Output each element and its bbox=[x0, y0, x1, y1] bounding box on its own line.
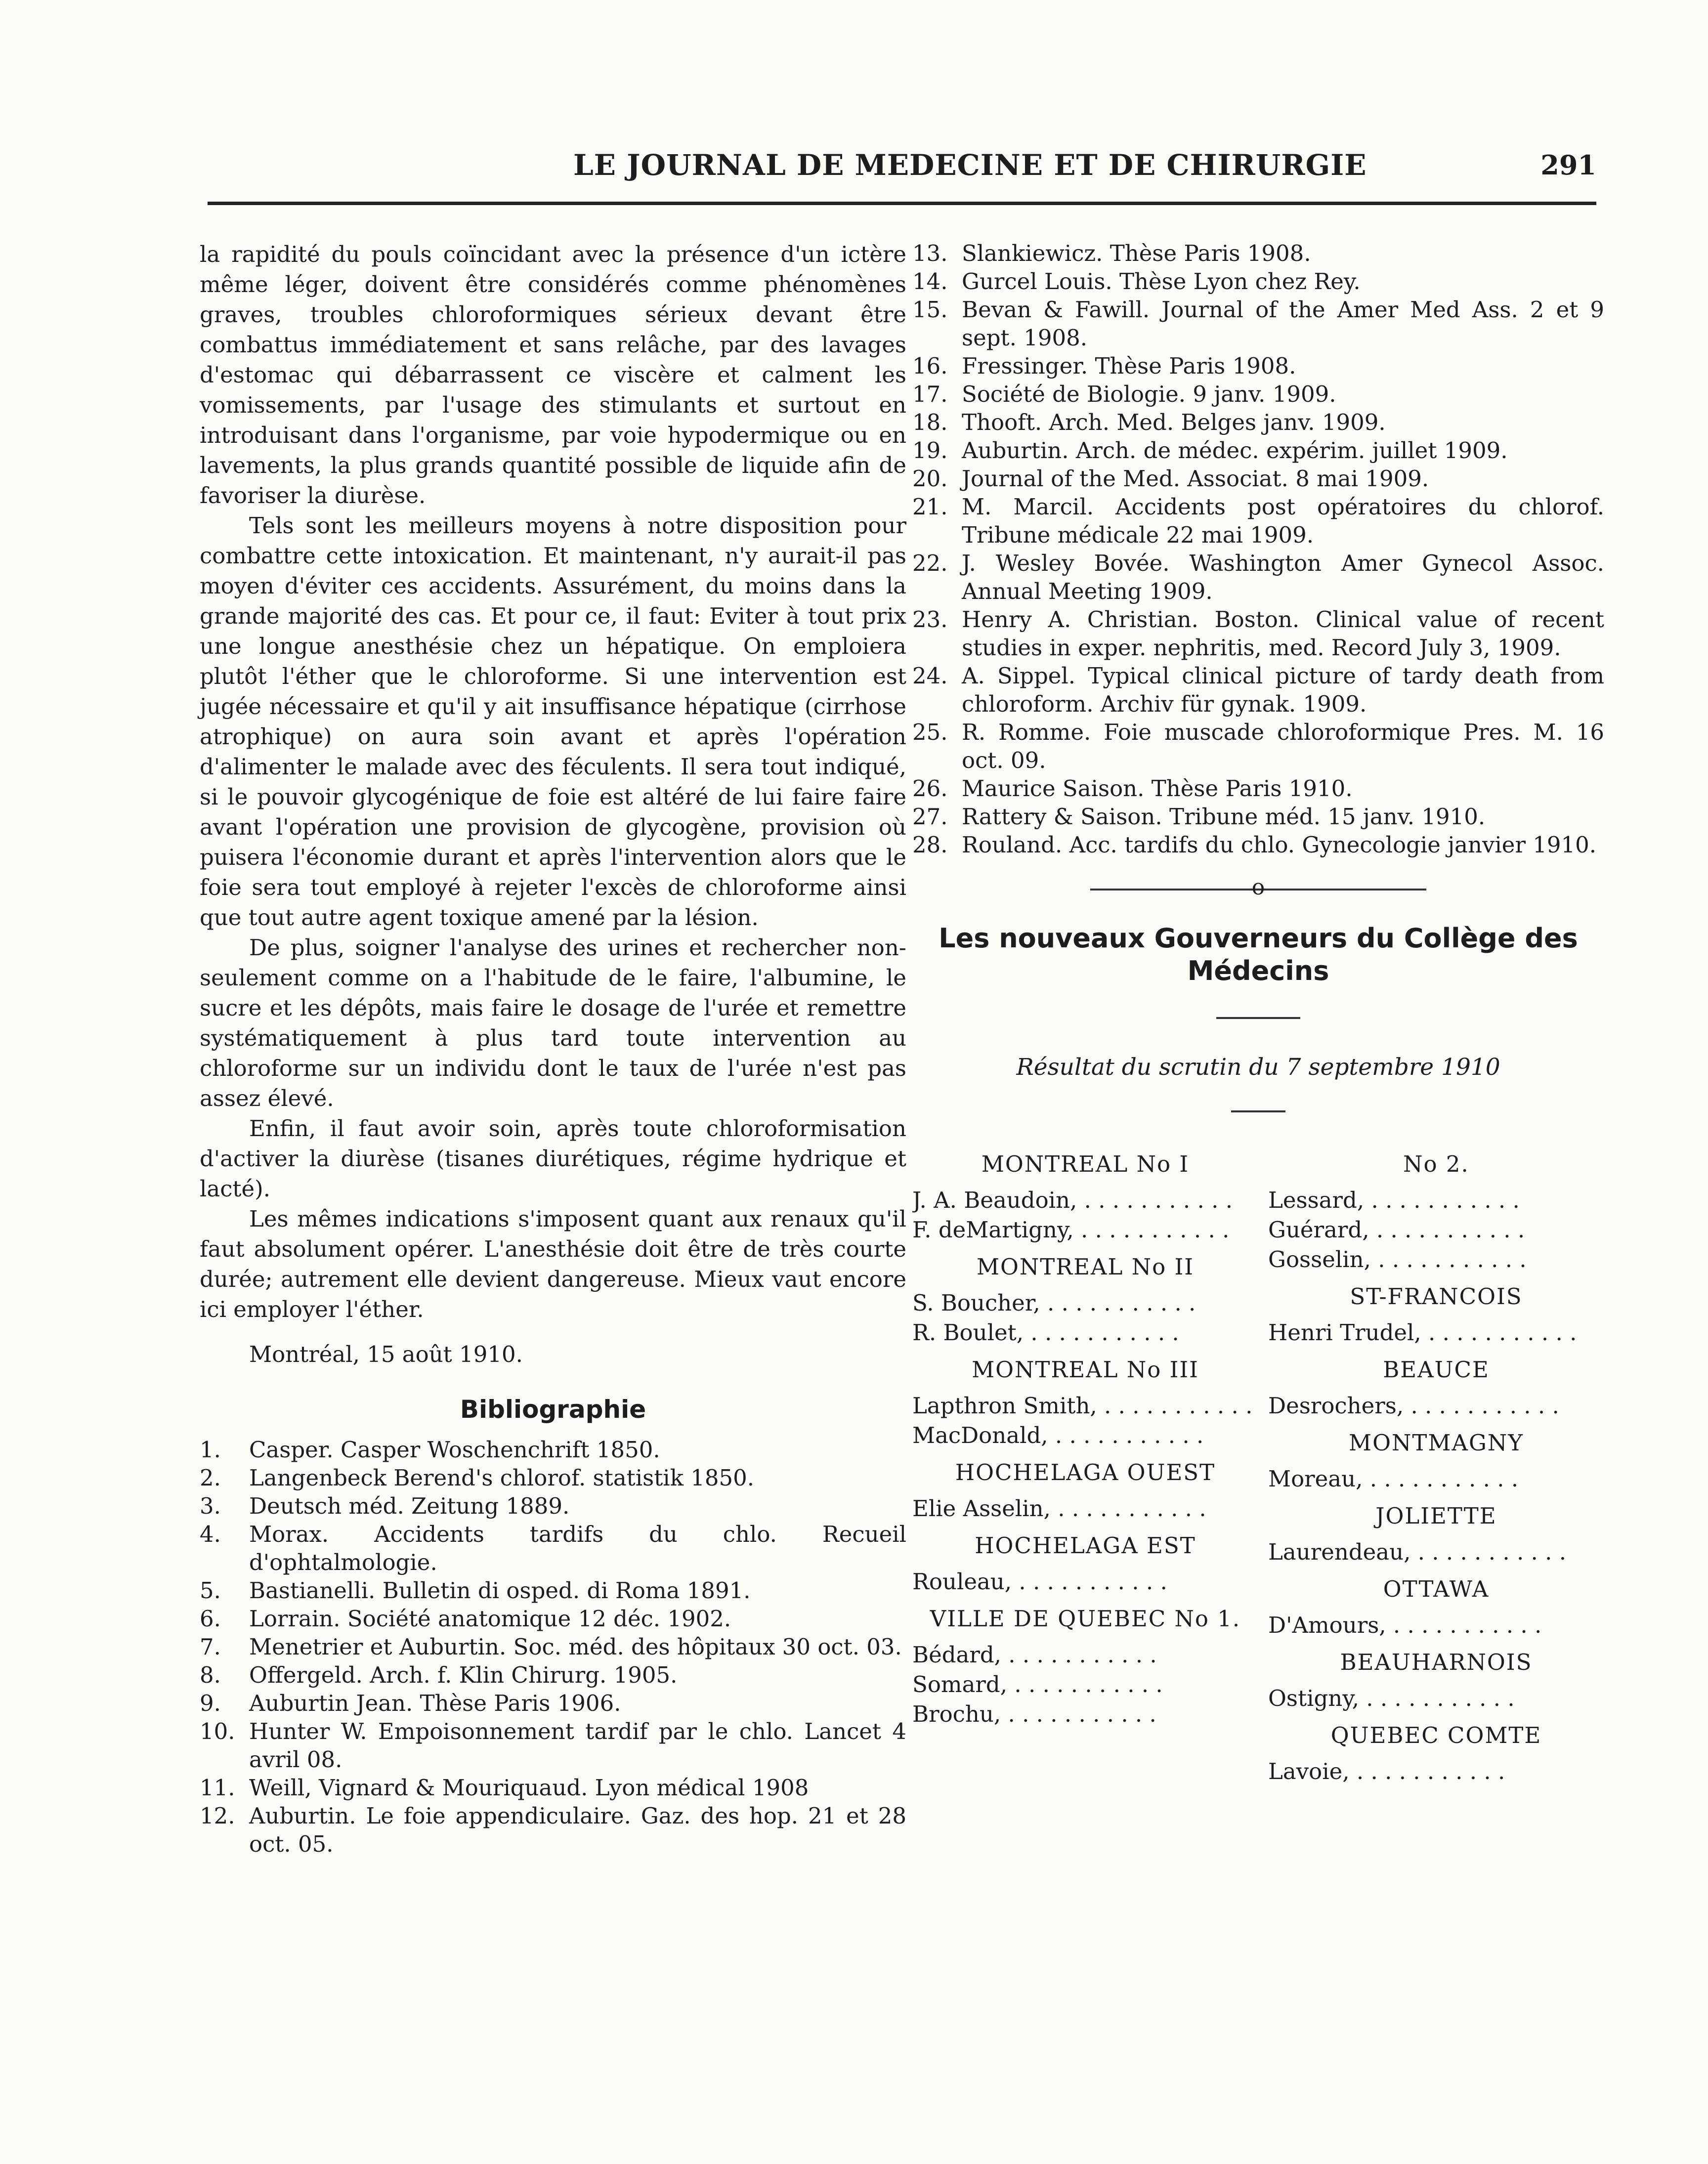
reference-number: 23. bbox=[912, 606, 948, 633]
governor-name: Ostigny, . . bbox=[1268, 1684, 1604, 1713]
governor-name: Lapthron Smith, . . bbox=[912, 1391, 1258, 1421]
bibliography-title: Bibliographie bbox=[460, 1395, 646, 1424]
reference-number: 2. bbox=[200, 1465, 221, 1491]
reference-item bbox=[200, 1605, 906, 1633]
reference-item bbox=[200, 1436, 906, 1464]
districts-left-column bbox=[912, 1142, 1258, 1786]
reference-number: 15. bbox=[912, 297, 948, 323]
governor-name: Gosselin, . . bbox=[1268, 1245, 1604, 1274]
reference-text: Casper. Casper Woschenchrift 1850. bbox=[249, 1437, 660, 1463]
reference-item bbox=[912, 493, 1604, 549]
reference-item bbox=[200, 1633, 906, 1661]
governor-name: F. deMartigny, . . bbox=[912, 1215, 1258, 1245]
reference-number: 25. bbox=[912, 719, 948, 745]
reference-number: 13. bbox=[912, 240, 948, 266]
reference-item bbox=[912, 465, 1604, 493]
reference-number: 12. bbox=[200, 1803, 235, 1829]
reference-text: Gurcel Louis. Thèse Lyon chez Rey. bbox=[962, 268, 1361, 295]
reference-item bbox=[200, 1464, 906, 1492]
left-column bbox=[200, 239, 906, 1858]
reference-number: 14. bbox=[912, 268, 948, 295]
governor-name: Moreau, . . bbox=[1268, 1464, 1604, 1494]
reference-text: Auburtin Jean. Thèse Paris 1906. bbox=[249, 1690, 621, 1716]
district-name: ST-FRANCOIS bbox=[1350, 1283, 1523, 1310]
reference-item bbox=[912, 803, 1604, 831]
reference-item bbox=[912, 408, 1604, 436]
reference-text: Langenbeck Berend's chlorof. statistik 1850. bbox=[249, 1465, 755, 1491]
reference-text: Maurice Saison. Thèse Paris 1910. bbox=[962, 775, 1353, 802]
governor-name: Elie Asselin, . . bbox=[912, 1494, 1258, 1524]
governor-name: Brochu, . . bbox=[912, 1699, 1258, 1729]
reference-text: Slankiewicz. Thèse Paris 1908. bbox=[962, 240, 1311, 266]
reference-text: M. Marcil. Accidents post opératoires du chlorof. Tribune médicale 22 mai 1909. bbox=[962, 494, 1604, 548]
reference-number: 17. bbox=[912, 381, 948, 407]
reference-item bbox=[912, 267, 1604, 296]
district-name: MONTMAGNY bbox=[1349, 1430, 1524, 1456]
reference-text: Rattery & Saison. Tribune méd. 15 janv. 1910. bbox=[962, 804, 1486, 830]
reference-item bbox=[200, 1520, 906, 1576]
paragraph-1: la rapidité du pouls coïncidant avec la présence d'un ictère même léger, doivent être considérés comme phénomènes graves, troubles chloroformiques sérieux devant être combattus immédiatement et sans relâche, par des lavages d'estomac qui débarrassent ce viscère et calment les vomissements, par l'usage des stimulants et surtout en introduisant dans l'organisme, par voie hypodermique ou en lavements, la plus grands quantité possible de liquide afin de favoriser la diurèse. bbox=[200, 241, 906, 509]
reference-number: 19. bbox=[912, 437, 948, 464]
subtitle-rule bbox=[1231, 1110, 1285, 1112]
reference-item bbox=[200, 1661, 906, 1689]
bibliography-list-continued bbox=[912, 239, 1604, 859]
paragraph-4: Enfin, il faut avoir soin, après toute chloroformisation d'activer la diurèse (tisanes diurétiques, régime hydrique et lacté). bbox=[200, 1115, 906, 1202]
reference-number: 7. bbox=[200, 1634, 221, 1660]
governor-name: Desrochers, . . bbox=[1268, 1391, 1604, 1421]
reference-item bbox=[912, 662, 1604, 718]
district-name: JOLIETTE bbox=[1375, 1503, 1497, 1529]
reference-item bbox=[200, 1774, 906, 1802]
reference-item bbox=[912, 352, 1604, 380]
reference-text: Menetrier et Auburtin. Soc. méd. des hôpitaux 30 oct. 03. bbox=[249, 1634, 902, 1660]
reference-number: 5. bbox=[200, 1577, 221, 1604]
reference-item bbox=[200, 1576, 906, 1605]
reference-item bbox=[912, 296, 1604, 352]
governor-name: S. Boucher, . . bbox=[912, 1288, 1258, 1318]
governor-name: Lavoie, . . bbox=[1268, 1757, 1604, 1786]
reference-text: Rouland. Acc. tardifs du chlo. Gynecologie janvier 1910. bbox=[962, 832, 1597, 858]
reference-text: J. Wesley Bovée. Washington Amer Gynecol Assoc. Annual Meeting 1909. bbox=[962, 550, 1604, 604]
paragraph-2: Tels sont les meilleurs moyens à notre disposition pour combattre cette intoxication. Et maintenant, n'y aurait-il pas moyen d'éviter ces accidents. Assurément, du moins dans la grande majorité des cas. Et pour ce, il faut: Eviter à tout prix une longue anesthésie chez un hépatique. On emploiera plutôt l'éther que le chloroforme. Si une intervention est jugée nécessaire et qu'il y ait insuffisance hépatique (cirrhose atrophique) on aura soin avant et après l'opération d'alimenter le malade avec des féculents. Il sera tout indiqué, si le pouvoir glycogénique de foie est altéré de lui faire faire avant l'opération une provision de glycogène, provision où puisera l'économie durant et après l'intervention alors que le foie sera tout employé à rejeter l'excès de chloroforme ainsi que tout autre agent toxique amené par la lésion. bbox=[200, 512, 906, 931]
governor-name: J. A. Beaudoin, . . bbox=[912, 1186, 1258, 1215]
reference-text: Henry A. Christian. Boston. Clinical value of recent studies in exper. nephritis, med. Record July 3, 1909. bbox=[962, 606, 1604, 661]
district-name: VILLE DE QUEBEC No 1. bbox=[930, 1606, 1241, 1632]
governor-name: MacDonald, . . bbox=[912, 1421, 1258, 1450]
reference-number: 27. bbox=[912, 804, 948, 830]
right-column bbox=[912, 239, 1604, 1786]
district-name: HOCHELAGA EST bbox=[975, 1532, 1196, 1559]
page-number: 291 bbox=[1540, 149, 1596, 181]
district-name: MONTREAL No III bbox=[972, 1357, 1199, 1383]
reference-text: Deutsch méd. Zeitung 1889. bbox=[249, 1493, 570, 1519]
reference-text: Lorrain. Société anatomique 12 déc. 1902. bbox=[249, 1606, 731, 1632]
reference-text: Morax. Accidents tardifs du chlo. Recueil d'ophtalmologie. bbox=[249, 1521, 906, 1575]
governor-name: Laurendeau, . . bbox=[1268, 1537, 1604, 1567]
reference-number: 8. bbox=[200, 1662, 221, 1688]
signature: Montréal, 15 août 1910. bbox=[249, 1341, 523, 1367]
reference-item bbox=[200, 1689, 906, 1717]
reference-text: Bevan & Fawill. Journal of the Amer Med Ass. 2 et 9 sept. 1908. bbox=[962, 297, 1604, 351]
reference-text: Fressinger. Thèse Paris 1908. bbox=[962, 353, 1296, 379]
reference-text: Bastianelli. Bulletin di osped. di Roma 1891. bbox=[249, 1577, 751, 1604]
reference-number: 18. bbox=[912, 409, 948, 435]
district-name: No 2. bbox=[1403, 1151, 1469, 1177]
reference-text: A. Sippel. Typical clinical picture of tardy death from chloroform. Archiv für gynak. 1909. bbox=[962, 663, 1604, 717]
reference-text: Thooft. Arch. Med. Belges janv. 1909. bbox=[962, 409, 1386, 435]
running-title: LE JOURNAL DE MEDECINE ET DE CHIRURGIE bbox=[573, 148, 1367, 182]
reference-number: 28. bbox=[912, 832, 948, 858]
reference-text: Société de Biologie. 9 janv. 1909. bbox=[962, 381, 1336, 407]
paragraph-5: Les mêmes indications s'imposent quant aux renaux qu'il faut absolument opérer. L'anesthésie doit être de très courte durée; autrement elle devient dangereuse. Mieux vaut encore ici employer l'éther. bbox=[200, 1206, 906, 1322]
governor-name: Somard, . . bbox=[912, 1670, 1258, 1699]
reference-text: R. Romme. Foie muscade chloroformique Pres. M. 16 oct. 09. bbox=[962, 719, 1604, 773]
reference-text: Offergeld. Arch. f. Klin Chirurg. 1905. bbox=[249, 1662, 678, 1688]
district-name: MONTREAL No I bbox=[981, 1151, 1190, 1177]
reference-number: 9. bbox=[200, 1690, 221, 1716]
reference-item bbox=[912, 718, 1604, 774]
reference-item bbox=[912, 774, 1604, 803]
district-name: BEAUCE bbox=[1383, 1357, 1490, 1383]
reference-text: Journal of the Med. Associat. 8 mai 1909. bbox=[962, 466, 1429, 492]
reference-item bbox=[912, 831, 1604, 859]
reference-number: 1. bbox=[200, 1437, 221, 1463]
reference-text: Auburtin. Arch. de médec. expérim. juillet 1909. bbox=[962, 437, 1508, 464]
reference-item bbox=[200, 1802, 906, 1858]
governors-lists bbox=[912, 1142, 1604, 1786]
reference-item bbox=[912, 239, 1604, 267]
reference-item bbox=[912, 605, 1604, 662]
reference-number: 4. bbox=[200, 1521, 221, 1547]
governor-name: D'Amours, . . bbox=[1268, 1611, 1604, 1640]
district-name: MONTREAL No II bbox=[976, 1254, 1195, 1280]
reference-text: Auburtin. Le foie appendiculaire. Gaz. des hop. 21 et 28 oct. 05. bbox=[249, 1803, 906, 1857]
title-rule bbox=[1216, 1017, 1300, 1019]
reference-item bbox=[912, 436, 1604, 465]
governor-name: Lessard, . . bbox=[1268, 1186, 1604, 1215]
section-separator bbox=[912, 859, 1604, 918]
paragraph-3: De plus, soigner l'analyse des urines et rechercher non-seulement comme on a l'habitude de le faire, l'albumine, le sucre et les dépôts, mais faire le dosage de l'urée et remettre systématiquement à plus tard toute intervention au chloroforme sur un individu dont le taux de l'urée n'est pas assez élevé. bbox=[200, 934, 906, 1111]
reference-item bbox=[912, 380, 1604, 408]
reference-number: 26. bbox=[912, 775, 948, 802]
bibliography-list bbox=[200, 1436, 906, 1858]
separator-ornament: o bbox=[1251, 875, 1265, 900]
reference-number: 11. bbox=[200, 1775, 235, 1801]
governor-name: Bédard, . . bbox=[912, 1640, 1258, 1670]
governor-name: Rouleau, . . bbox=[912, 1567, 1258, 1597]
header-rule bbox=[208, 202, 1596, 205]
district-name: BEAUHARNOIS bbox=[1340, 1649, 1533, 1675]
districts-right-column bbox=[1268, 1142, 1604, 1786]
reference-number: 22. bbox=[912, 550, 948, 576]
reference-number: 24. bbox=[912, 663, 948, 689]
section-subtitle: Résultat du scrutin du 7 septembre 1910 bbox=[1016, 1054, 1500, 1081]
governor-name: R. Boulet, . . bbox=[912, 1318, 1258, 1348]
district-name: OTTAWA bbox=[1383, 1576, 1490, 1602]
reference-number: 10. bbox=[200, 1718, 235, 1744]
reference-text: Weill, Vignard & Mouriquaud. Lyon médical 1908 bbox=[249, 1775, 809, 1801]
governor-name: Henri Trudel, . . bbox=[1268, 1318, 1604, 1348]
reference-number: 6. bbox=[200, 1606, 221, 1632]
reference-number: 21. bbox=[912, 494, 948, 520]
governor-name: Guérard, . . bbox=[1268, 1215, 1604, 1245]
reference-text: Hunter W. Empoisonnement tardif par le chlo. Lancet 4 avril 08. bbox=[249, 1718, 906, 1773]
page-header bbox=[208, 148, 1596, 217]
reference-number: 16. bbox=[912, 353, 948, 379]
reference-item bbox=[200, 1492, 906, 1520]
district-name: QUEBEC COMTE bbox=[1330, 1722, 1542, 1748]
district-name: HOCHELAGA OUEST bbox=[955, 1459, 1216, 1485]
reference-item bbox=[912, 549, 1604, 605]
section-title: Les nouveaux Gouverneurs du Collège des Médecins bbox=[939, 923, 1578, 986]
reference-number: 3. bbox=[200, 1493, 221, 1519]
reference-item bbox=[200, 1717, 906, 1774]
reference-number: 20. bbox=[912, 466, 948, 492]
